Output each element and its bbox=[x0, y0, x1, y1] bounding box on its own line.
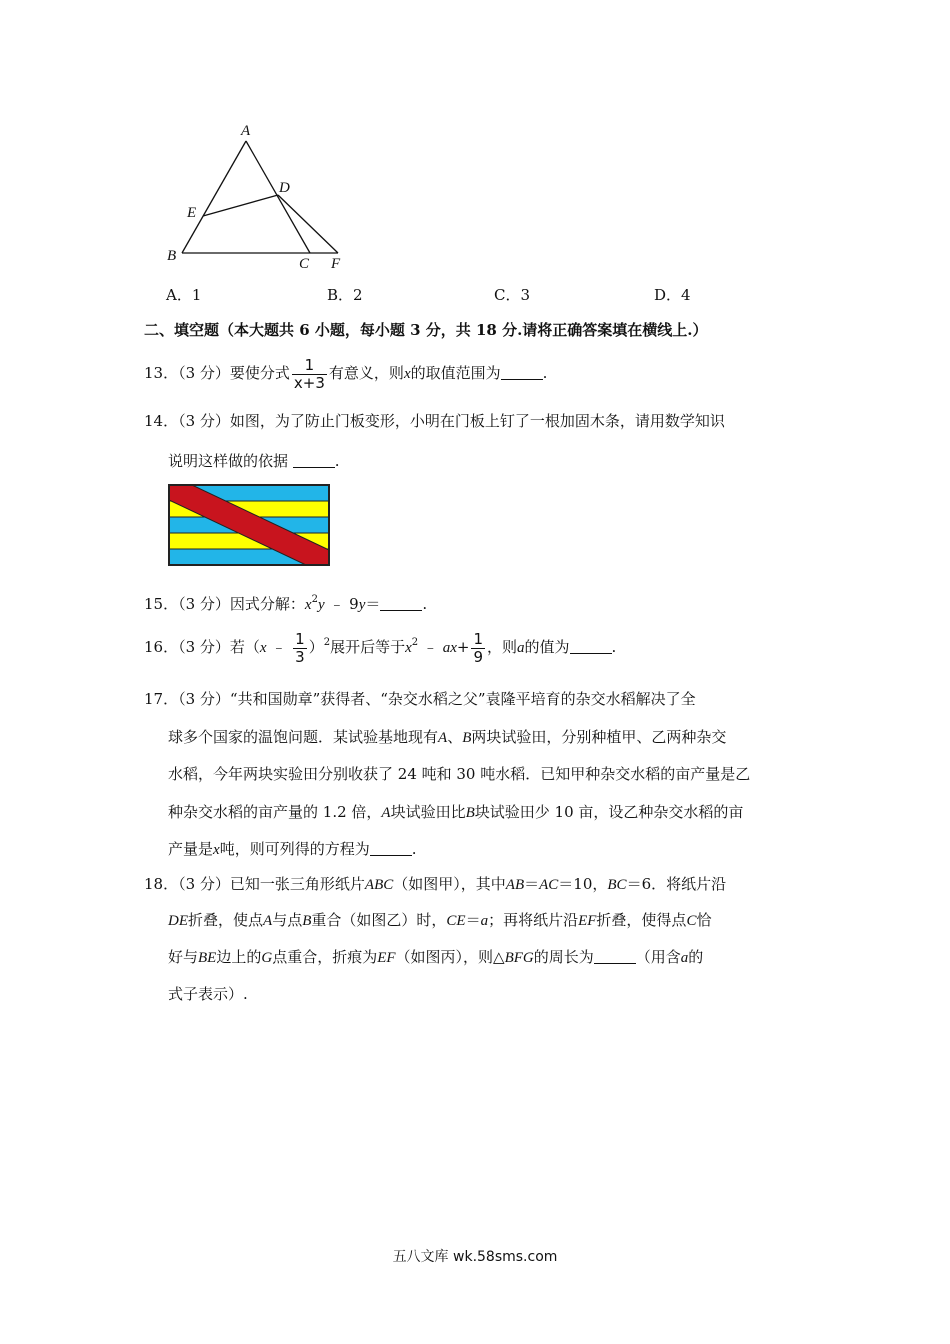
question-text: ＝10， bbox=[558, 875, 608, 893]
fraction-numerator: 1 bbox=[295, 629, 305, 648]
variable: x bbox=[405, 640, 412, 656]
option-a[interactable] bbox=[166, 285, 201, 305]
question-text: （如图甲），其中 bbox=[393, 875, 506, 893]
question-text: 产量是 bbox=[168, 840, 214, 858]
question-text: ＝ bbox=[365, 595, 381, 613]
question-text: 好与 bbox=[168, 948, 199, 966]
option-letter: C． bbox=[494, 286, 521, 304]
question-17-line-5 bbox=[168, 839, 416, 860]
question-text: （如图丙），则△ bbox=[395, 948, 505, 966]
question-text: 式子表示）. bbox=[168, 985, 248, 1003]
option-letter: B． bbox=[327, 286, 354, 304]
option-value: 1 bbox=[191, 286, 202, 304]
question-text: . bbox=[542, 364, 548, 382]
fraction-denominator: x+3 bbox=[293, 373, 325, 392]
question-16 bbox=[144, 630, 616, 666]
option-value: 2 bbox=[353, 286, 363, 304]
answer-blank[interactable] bbox=[594, 949, 636, 964]
question-text: 折叠，使点 bbox=[188, 911, 264, 929]
question-14-line-1 bbox=[144, 411, 725, 431]
option-value: 3 bbox=[520, 286, 531, 304]
variable: x bbox=[213, 842, 220, 858]
fraction bbox=[471, 631, 485, 666]
variable: DE bbox=[168, 913, 188, 929]
question-18-line-2 bbox=[168, 910, 711, 931]
question-text: 块试验田少 10 亩，设乙种杂交水稻的亩 bbox=[474, 803, 744, 821]
label-d: D bbox=[279, 180, 290, 196]
variable: A bbox=[381, 805, 391, 821]
variable: BE bbox=[198, 950, 217, 966]
question-text: 与点 bbox=[272, 911, 303, 929]
answer-blank[interactable] bbox=[501, 365, 543, 380]
question-points: （3 分） bbox=[178, 638, 230, 656]
question-17-line-2 bbox=[168, 727, 726, 748]
answer-blank[interactable] bbox=[370, 841, 412, 856]
option-b[interactable] bbox=[327, 285, 363, 305]
variable: ABC bbox=[364, 877, 394, 893]
variable: B bbox=[462, 730, 472, 746]
question-number: 14． bbox=[144, 412, 179, 430]
question-text: 若（ bbox=[229, 638, 260, 656]
fraction bbox=[292, 357, 327, 392]
section-title: 二、填空题（本大题共 6 小题，每小题 3 分，共 18 分.请将正确答案填在横线上.） bbox=[144, 321, 708, 339]
question-text: 有意义，则 bbox=[328, 364, 404, 382]
question-text: 两块试验田，分别种植甲、乙两种杂交 bbox=[471, 728, 727, 746]
question-18-line-4 bbox=[168, 984, 248, 1004]
label-a: A bbox=[241, 123, 251, 139]
question-text: 点重合，折痕为 bbox=[272, 948, 378, 966]
question-text: （3 分）如图，为了防止门板变形，小明在门板上钉了一根加固木条，请用数学知识 bbox=[178, 412, 725, 430]
page-footer: 五八文库 wk.58sms.com bbox=[392, 1249, 558, 1265]
variable: x bbox=[304, 597, 312, 613]
fraction bbox=[293, 631, 307, 666]
option-letter: D． bbox=[654, 286, 682, 304]
option-value: 4 bbox=[681, 286, 691, 304]
question-text: ＝ bbox=[524, 875, 540, 893]
question-text: 说明这样做的依据 bbox=[168, 452, 289, 470]
question-text: ﹣ bbox=[266, 638, 292, 656]
variable: x bbox=[259, 640, 267, 656]
door-board-figure bbox=[168, 484, 330, 566]
answer-blank[interactable] bbox=[293, 453, 335, 468]
question-text: ﹣ 9 bbox=[324, 595, 359, 613]
question-text: ；再将纸片沿 bbox=[488, 911, 579, 929]
question-number: 15． bbox=[144, 595, 179, 613]
variable: y bbox=[317, 597, 325, 613]
variable: BC bbox=[607, 877, 627, 893]
fraction-numerator: 1 bbox=[292, 357, 327, 375]
variable: EF bbox=[377, 950, 396, 966]
question-14-line-2 bbox=[168, 451, 340, 471]
question-points: （3 分） bbox=[178, 364, 230, 382]
fraction-denominator: 3 bbox=[295, 647, 305, 666]
question-17-line-3 bbox=[168, 764, 750, 784]
question-text: . bbox=[422, 595, 428, 613]
variable: A bbox=[438, 730, 448, 746]
variable: AB bbox=[505, 877, 525, 893]
question-text: . bbox=[611, 638, 617, 656]
option-d[interactable] bbox=[654, 285, 691, 305]
variable: ax bbox=[442, 640, 457, 656]
question-text: 展开后等于 bbox=[330, 638, 406, 656]
question-text: 、 bbox=[447, 728, 463, 746]
question-number: 13． bbox=[144, 364, 179, 382]
option-letter: A． bbox=[166, 286, 192, 304]
variable: a bbox=[517, 640, 525, 656]
question-18-line-3 bbox=[168, 947, 703, 968]
question-text: 折叠，使得点 bbox=[596, 911, 687, 929]
question-text: . bbox=[334, 452, 340, 470]
question-13 bbox=[144, 356, 547, 392]
variable: y bbox=[358, 597, 366, 613]
question-17-line-4 bbox=[168, 802, 743, 823]
question-text: （用含 bbox=[635, 948, 681, 966]
triangle-figure bbox=[160, 118, 360, 278]
question-text: 恰 bbox=[696, 911, 712, 929]
question-text: 的值为 bbox=[524, 638, 570, 656]
question-text: 重合（如图乙）时， bbox=[311, 911, 447, 929]
variable: B bbox=[302, 913, 312, 929]
question-number: 17． bbox=[144, 690, 179, 708]
question-number: 18． bbox=[144, 875, 179, 893]
label-c: C bbox=[299, 256, 310, 272]
question-text: （3 分）已知一张三角形纸片 bbox=[178, 875, 365, 893]
question-text: 边上的 bbox=[216, 948, 262, 966]
question-text: 要使分式 bbox=[229, 364, 290, 382]
question-number: 16． bbox=[144, 638, 179, 656]
variable: CE bbox=[446, 913, 466, 929]
question-text: . bbox=[411, 840, 417, 858]
fraction-numerator: 1 bbox=[473, 629, 483, 648]
exponent: 2 bbox=[411, 637, 419, 648]
question-text: ，则 bbox=[486, 638, 517, 656]
question-text: 的 bbox=[688, 948, 704, 966]
label-f: F bbox=[331, 256, 341, 272]
variable: a bbox=[480, 913, 489, 929]
question-text: 种杂交水稻的亩产量的 1.2 倍， bbox=[168, 803, 382, 821]
option-c[interactable] bbox=[494, 285, 530, 305]
question-text: 块试验田比 bbox=[390, 803, 466, 821]
variable: x bbox=[403, 366, 411, 382]
question-text: 的取值范围为 bbox=[410, 364, 501, 382]
question-18-line-1 bbox=[144, 874, 726, 895]
question-text: ＝6．将纸片沿 bbox=[626, 875, 727, 893]
question-text: + bbox=[456, 638, 470, 656]
variable: A bbox=[263, 913, 273, 929]
exponent: 2 bbox=[323, 637, 331, 648]
variable: a bbox=[680, 950, 689, 966]
question-text: 球多个国家的温饱问题．某试验基地现有 bbox=[168, 728, 439, 746]
variable: B bbox=[465, 805, 475, 821]
question-text: ﹣ bbox=[418, 638, 443, 656]
label-b: B bbox=[167, 248, 177, 264]
question-text: 的周长为 bbox=[533, 948, 594, 966]
question-points: （3 分） bbox=[178, 595, 230, 613]
variable: BFG bbox=[504, 950, 534, 966]
question-text: ＝ bbox=[465, 911, 481, 929]
question-15 bbox=[144, 594, 427, 615]
exponent: 2 bbox=[311, 594, 318, 605]
variable: G bbox=[261, 950, 273, 966]
question-text: 水稻，今年两块实验田分别收获了 24 吨和 30 吨水稻．已知甲种杂交水稻的亩产量是乙 bbox=[168, 765, 751, 783]
variable: C bbox=[686, 913, 697, 929]
label-e: E bbox=[187, 205, 197, 221]
variable: AC bbox=[539, 877, 559, 893]
answer-blank[interactable] bbox=[570, 639, 612, 654]
question-text: 因式分解： bbox=[229, 595, 305, 613]
question-text: 吨，则可列得的方程为 bbox=[219, 840, 370, 858]
answer-blank[interactable] bbox=[380, 596, 422, 611]
variable: EF bbox=[578, 913, 597, 929]
question-17-line-1 bbox=[144, 689, 696, 709]
question-text: ） bbox=[308, 638, 324, 656]
fraction-denominator: 9 bbox=[473, 647, 483, 666]
question-text: （3 分）“共和国勋章”获得者、“杂交水稻之父”袁隆平培育的杂交水稻解决了全 bbox=[178, 690, 696, 708]
